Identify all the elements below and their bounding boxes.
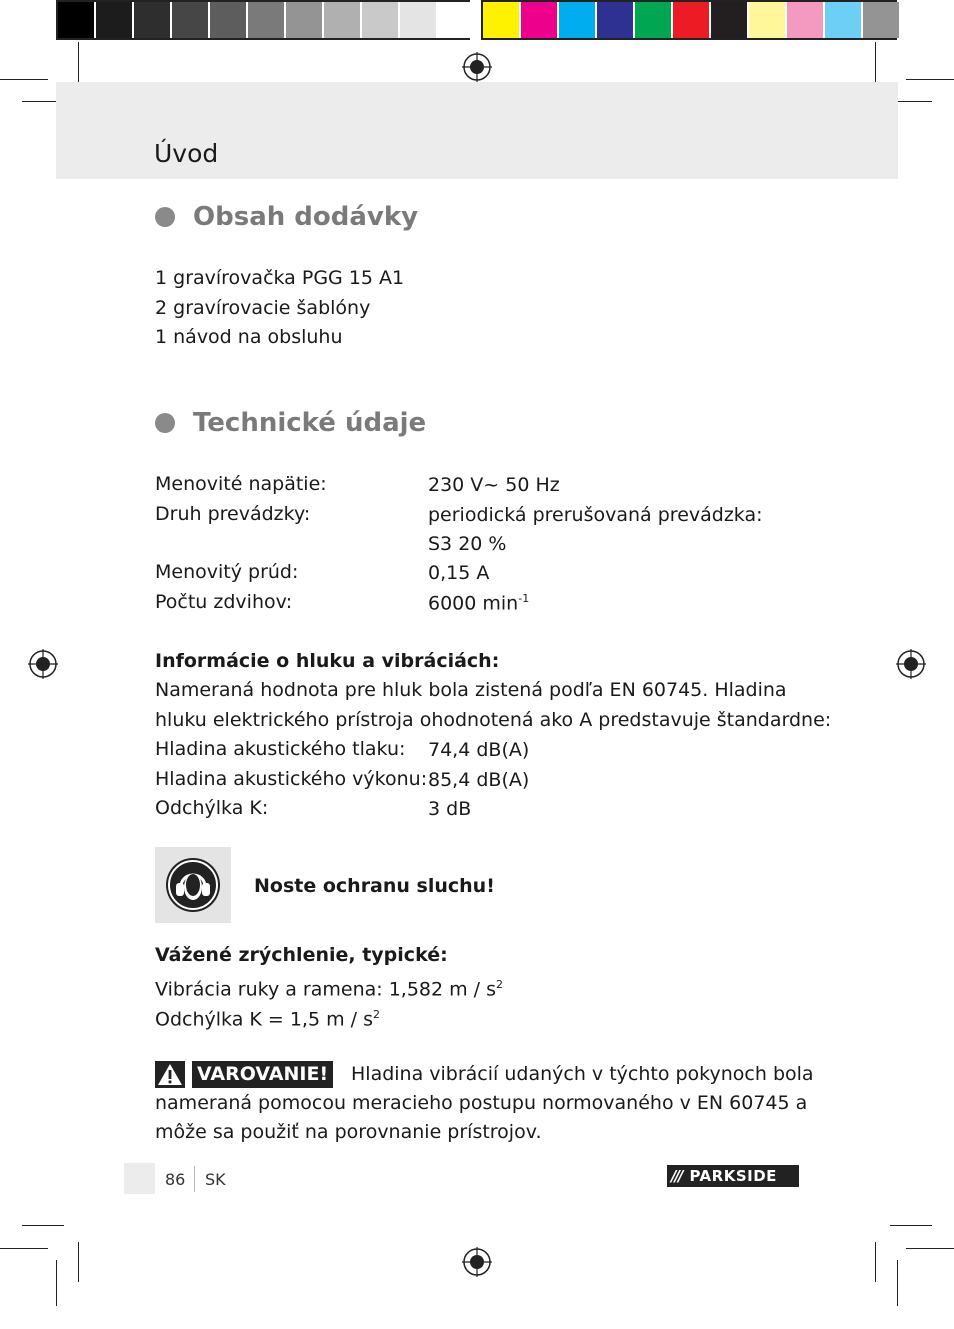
vibration-heading: Vážené zrýchlenie, typické:	[155, 944, 448, 966]
color-swatch	[749, 2, 785, 38]
crop-mark	[890, 1225, 932, 1226]
spec-value	[428, 592, 529, 614]
noise-text-line: hluku elektrického prístroja ohodnotená ako A predstavuje štandardne:	[155, 709, 832, 731]
gray-swatch	[210, 2, 246, 38]
section-heading-text: Technické údaje	[193, 408, 427, 438]
language-code: SK	[205, 1170, 226, 1189]
spec-value: periodická prerušovaná prevádzka:	[428, 504, 763, 526]
crop-mark	[78, 1242, 79, 1282]
logo-mark: ///	[671, 1167, 682, 1185]
crop-mark	[875, 42, 876, 82]
color-swatch	[559, 2, 595, 38]
color-swatch	[825, 2, 861, 38]
vibration-exponent: 2	[496, 978, 504, 991]
color-swatch	[635, 2, 671, 38]
gray-color-bar	[58, 2, 476, 38]
warning-text-line: môže sa použiť na porovnanie prístrojov.	[155, 1121, 542, 1143]
vibration-line	[155, 1000, 380, 1035]
spec-label: Menovité napätie:	[155, 473, 327, 495]
color-swatch	[863, 2, 899, 38]
crop-mark	[906, 1248, 954, 1249]
noise-label: Odchýlka K:	[155, 797, 269, 819]
gray-swatch	[172, 2, 208, 38]
crop-mark	[22, 1225, 64, 1226]
gray-swatch	[248, 2, 284, 38]
registration-mark-icon	[462, 1247, 492, 1277]
noise-label: Hladina akustického tlaku:	[155, 738, 406, 760]
section-heading-specs	[155, 408, 426, 438]
spec-label: Menovitý prúd:	[155, 561, 299, 583]
noise-text-line: Nameraná hodnota pre hluk bola zistená podľa EN 60745. Hladina	[155, 679, 787, 701]
vibration-exponent: 2	[372, 1008, 380, 1021]
footer-box	[124, 1163, 155, 1194]
ear-protection-icon	[165, 857, 221, 913]
list-item: 1 gravírovačka PGG 15 A1	[155, 267, 405, 289]
registration-mark-icon	[896, 649, 926, 679]
page-title: Úvod	[154, 139, 219, 168]
color-swatch	[673, 2, 709, 38]
warning-icon	[155, 1061, 185, 1088]
process-color-bar	[483, 2, 901, 38]
gray-swatch	[134, 2, 170, 38]
color-swatch	[483, 2, 519, 38]
warning-text-line: nameraná pomocou meracieho postupu normovaného v EN 60745 a	[155, 1092, 808, 1114]
logo-text: PARKSIDE	[689, 1167, 777, 1185]
crop-mark	[78, 42, 79, 82]
section-heading-contents	[155, 202, 418, 232]
list-item: 2 gravírovacie šablóny	[155, 297, 371, 319]
noise-value: 74,4 dB(A)	[428, 739, 530, 761]
spec-label: Počtu zdvihov:	[155, 591, 293, 613]
color-swatch	[711, 2, 747, 38]
noise-value: 85,4 dB(A)	[428, 769, 530, 791]
spec-value-exponent: -1	[518, 592, 530, 605]
registration-mark-icon	[462, 52, 492, 82]
page-number: 86	[165, 1170, 186, 1189]
crop-mark	[875, 1242, 876, 1282]
gray-swatch	[362, 2, 398, 38]
ear-protection-text: Noste ochranu sluchu!	[254, 875, 495, 897]
noise-value: 3 dB	[428, 798, 472, 820]
warning-text-line: Hladina vibrácií udaných v týchto pokynoch bola	[351, 1063, 814, 1085]
crop-mark	[0, 79, 48, 80]
crop-mark	[0, 1248, 48, 1249]
section-heading-text: Obsah dodávky	[193, 202, 419, 232]
bullet-icon	[155, 207, 175, 227]
spec-label: Druh prevádzky:	[155, 503, 311, 525]
color-swatch	[787, 2, 823, 38]
spec-value: 0,15 A	[428, 562, 490, 584]
warning-label: VAROVANIE!	[192, 1061, 333, 1088]
gray-swatch	[286, 2, 322, 38]
spec-value: 230 V~ 50 Hz	[428, 474, 560, 496]
crop-mark	[56, 1260, 57, 1306]
vibration-line-text: Vibrácia ruky a ramena: 1,582 m / s	[155, 978, 497, 1001]
vibration-line-text: Odchýlka K = 1,5 m / s	[155, 1008, 373, 1031]
parkside-logo	[667, 1165, 799, 1187]
gray-swatch	[96, 2, 132, 38]
ear-protection-sign	[155, 847, 231, 923]
gray-swatch	[400, 2, 436, 38]
color-swatch	[597, 2, 633, 38]
gray-swatch	[324, 2, 360, 38]
crop-mark	[906, 79, 954, 80]
list-item: 1 návod na obsluhu	[155, 326, 343, 348]
crop-mark	[897, 1260, 898, 1306]
color-swatch	[521, 2, 557, 38]
footer-divider	[194, 1166, 195, 1192]
gray-swatch	[438, 2, 474, 38]
spec-value-text: 6000 min	[428, 592, 519, 615]
bullet-icon	[155, 413, 175, 433]
noise-heading: Informácie o hluku a vibráciách:	[155, 650, 500, 672]
noise-label: Hladina akustického výkonu:	[155, 768, 428, 790]
spec-value: S3 20 %	[428, 533, 507, 555]
gray-swatch	[58, 2, 94, 38]
registration-mark-icon	[28, 649, 58, 679]
